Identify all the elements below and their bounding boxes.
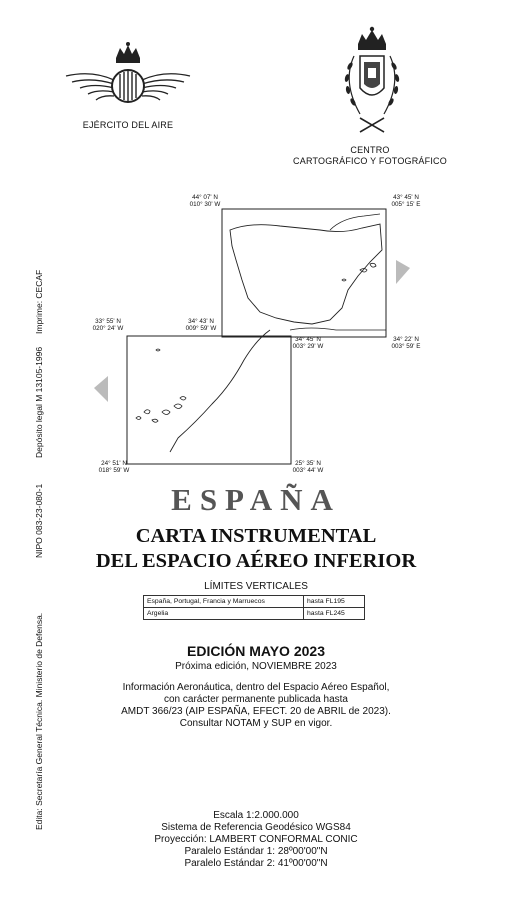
info-line: Consultar NOTAM y SUP en vigor.: [179, 718, 333, 729]
african-coast: [170, 330, 270, 452]
info-line: Información Aeronáutica, dentro del Espacio Aéreo Español,: [122, 682, 390, 693]
imprint-deposito: Depósito legal M 13105-1996: [34, 346, 44, 458]
spec-reference: Sistema de Referencia Geodésico WGS84: [161, 822, 351, 833]
main-title: ESPAÑA: [171, 482, 341, 517]
iberia-outline: [230, 224, 382, 324]
map-frames: [80, 190, 440, 480]
left-org-label: EJÉRCITO DEL AIRE: [82, 120, 174, 130]
laurel-crest-icon: [330, 22, 414, 140]
coord-canarias-top-left: 33° 55' N 020° 24' W: [92, 318, 124, 332]
right-org-label-2: CARTOGRÁFICO Y FOTOGRÁFICO: [293, 156, 447, 166]
coord-canarias-top-right: 34° 45' N 003° 29' W: [292, 336, 324, 350]
balearic-islands: [342, 263, 376, 281]
next-edition: Próxima edición, NOVIEMBRE 2023: [175, 661, 337, 672]
spec-projection: Proyección: LAMBERT CONFORMAL CONIC: [154, 834, 358, 845]
limits-table: [143, 595, 365, 620]
coord-iberia-top-left: 44° 07' N 010° 30' W: [189, 194, 221, 208]
coord-iberia-bottom-right: 34° 22' N 003° 59' E: [391, 336, 421, 350]
limits-region: Argelia: [144, 608, 304, 620]
west-arrow-icon: [94, 376, 108, 402]
cecaf-emblem: [330, 22, 414, 140]
limits-value: hasta FL195: [304, 596, 365, 608]
limits-value: hasta FL245: [304, 608, 365, 620]
subtitle-line-2: DEL ESPACIO AÉREO INFERIOR: [95, 550, 417, 572]
imprint-nipo: NIPO 083-23-080-1: [34, 483, 44, 558]
limits-region: España, Portugal, Francia y Marruecos: [144, 596, 304, 608]
limits-heading: LÍMITES VERTICALES: [204, 581, 308, 592]
east-arrow-icon: [396, 260, 410, 284]
coord-iberia-bottom-left: 34° 43' N 009° 59' W: [185, 318, 217, 332]
coord-iberia-top-right: 43° 45' N 005° 15' E: [391, 194, 421, 208]
coord-canarias-bottom-left: 24° 51' N 018° 59' W: [98, 460, 130, 474]
table-row: [144, 608, 365, 620]
spec-parallel-2: Paralelo Estándar 2: 41º00'00"N: [184, 858, 328, 869]
spec-parallel-1: Paralelo Estándar 1: 28º00'00"N: [184, 846, 328, 857]
right-org-label-1: CENTRO: [350, 145, 390, 155]
imprint-imprime: Imprime: CECAF: [34, 269, 44, 334]
ejercito-del-aire-emblem: [62, 40, 194, 120]
coord-canarias-bottom-right: 25° 35' N 003° 44' W: [292, 460, 324, 474]
info-line: con carácter permanente publicada hasta: [163, 694, 348, 705]
edition-title: EDICIÓN MAYO 2023: [187, 643, 325, 659]
subtitle-line-1: CARTA INSTRUMENTAL: [135, 525, 377, 547]
imprint-edita: Edita: Secretaría General Técnica. Ministerio de Defensa.: [34, 612, 44, 830]
coverage-map: [80, 190, 440, 480]
spec-scale: Escala 1:2.000.000: [213, 810, 299, 821]
info-line: AMDT 366/23 (AIP ESPAÑA, EFECT. 20 de ABRIL de 2023).: [121, 706, 391, 717]
table-row: [144, 596, 365, 608]
winged-emblem-icon: [62, 40, 194, 120]
canary-islands: [136, 349, 186, 422]
